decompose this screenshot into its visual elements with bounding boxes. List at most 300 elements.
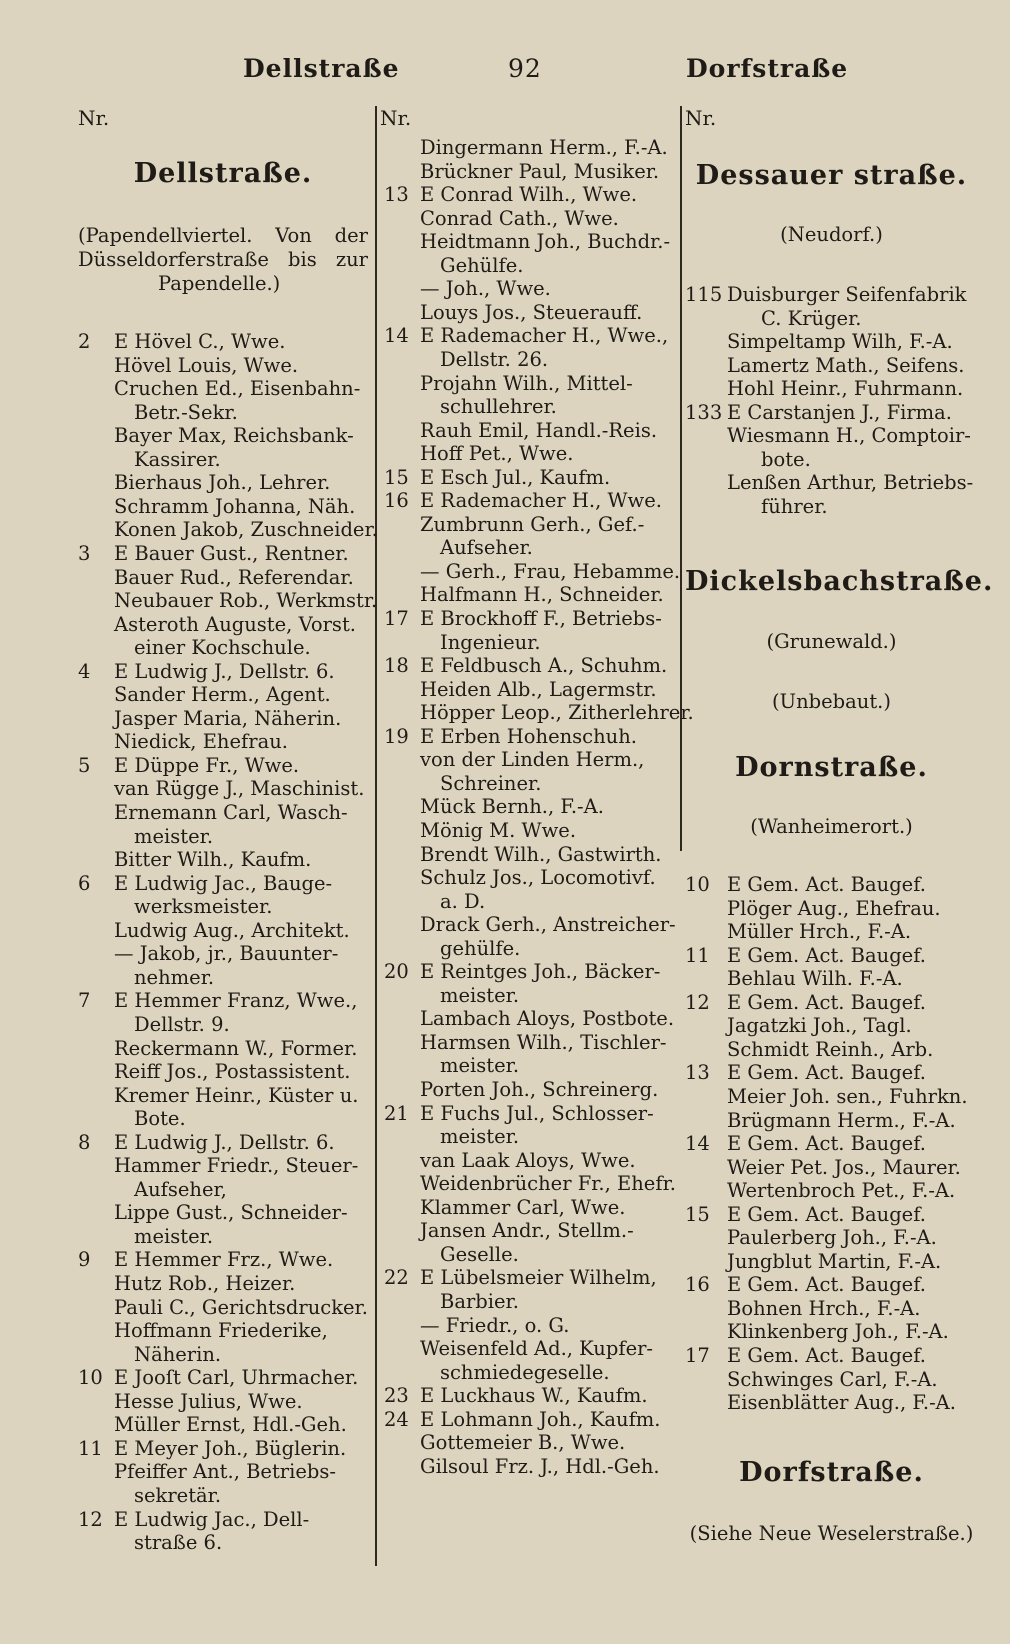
entry-text: Drack Gerh., Anstreicher- (420, 913, 676, 937)
entry-text: Wiesmann H., Comptoir- (727, 424, 971, 448)
entry-line (78, 1413, 368, 1437)
entry-line (384, 1172, 676, 1196)
house-number: 10 (685, 873, 710, 896)
entry-line (685, 1038, 978, 1062)
entry-text: Jansen Andr., Stellm.- (420, 1219, 634, 1243)
entry-line (78, 777, 368, 801)
entry-text: Schramm Johanna, Näh. (114, 494, 356, 518)
entry-line (685, 377, 978, 401)
entry-text: sekretär. (134, 1483, 222, 1507)
column-rule-2 (680, 106, 682, 851)
entry-text: schmiedegeselle. (440, 1360, 610, 1384)
entry-text: Rauh Emil, Handl.-Reis. (420, 418, 658, 442)
entry-line (78, 1037, 368, 1061)
entry-line (384, 1196, 672, 1220)
entry-line (78, 1225, 368, 1249)
entry-line (384, 301, 672, 325)
entry-text: Ludwig Aug., Architekt. (114, 918, 350, 942)
house-number: 133 (685, 400, 723, 424)
entry-text: Reckermann W., Former. (114, 1036, 358, 1060)
entry-line (384, 1266, 672, 1290)
running-head-right: Dorfstraße (686, 54, 849, 83)
entry-line (384, 1337, 672, 1361)
entry-text: Bauer Rud., Referendar. (114, 565, 354, 589)
house-number: 6 (78, 871, 91, 895)
entry-text: E Jooſt Carl, Uhrmacher. (114, 1366, 359, 1390)
house-number: 16 (384, 489, 409, 513)
entry-line (384, 913, 676, 937)
entry-text: Näherin. (134, 1342, 222, 1366)
entry-text: E Gem. Act. Baugef. (727, 943, 926, 967)
entry-text: Wertenbroch Pet., F.-A. (727, 1179, 956, 1203)
entry-text: Hesse Julius, Wwe. (114, 1389, 303, 1413)
entry-text: E Fuchs Jul., Schlosser- (420, 1101, 654, 1125)
entry-text: — Gerh., Frau, Hebamme. (420, 559, 681, 583)
entry-text: Sander Herm., Agent. (114, 683, 331, 707)
entry-text: Weier Pet. Jos., Maurer. (727, 1155, 961, 1179)
entry-line (384, 866, 672, 890)
entry-text: straße 6. (134, 1531, 223, 1555)
house-number: 17 (384, 607, 409, 630)
entry-line (384, 419, 672, 443)
entry-text: Barbier. (440, 1289, 519, 1313)
house-number: 24 (384, 1407, 409, 1431)
entry-text: E Ludwig Jac., Dell- (114, 1507, 310, 1531)
entry-text: Dingermann Herm., F.-A. (420, 136, 668, 159)
entry-text: Jungblut Martin, F.-A. (727, 1249, 942, 1273)
entry-line (78, 354, 368, 378)
entry-line (78, 825, 368, 849)
street-note: (Wanheimerort.) (750, 815, 913, 838)
entry-line (685, 1368, 978, 1392)
street-note-line: Papendelle.) (158, 272, 281, 295)
entry-text: bote. (761, 447, 811, 471)
entry-text: Hoffmann Friederike, (114, 1319, 328, 1343)
house-number: 18 (384, 654, 409, 678)
entry-line (685, 1132, 978, 1156)
house-number: 16 (685, 1273, 710, 1297)
entry-text: meister. (440, 1054, 520, 1078)
entry-line (78, 966, 368, 990)
entry-text: E Reintges Joh., Bäcker- (420, 960, 661, 984)
entry-text: E Hemmer Franz, Wwe., (114, 989, 358, 1013)
entry-text: Lenßen Arthur, Betriebs- (727, 471, 974, 495)
entry-line (384, 1102, 672, 1126)
entry-line (78, 471, 368, 495)
entry-text: E Rademacher H., Wwe., (420, 324, 669, 348)
entry-text: Konen Jakob, Zuschneider. (114, 518, 378, 542)
entry-line (78, 424, 368, 448)
entry-line (78, 1084, 368, 1108)
entry-line (384, 678, 672, 702)
entry-line (78, 1319, 368, 1343)
entry-text: Zumbrunn Gerh., Gef.- (420, 512, 645, 536)
entry-text: Aufseher. (440, 536, 533, 560)
entry-line (78, 989, 368, 1013)
entry-line (384, 701, 694, 725)
entry-text: Paulerberg Joh., F.-A. (727, 1226, 937, 1250)
entry-text: Klammer Carl, Wwe. (420, 1195, 626, 1219)
entry-line (78, 1460, 368, 1484)
entry-text: Dellstr. 26. (440, 347, 549, 371)
entry-line (384, 607, 672, 631)
entry-text: Ernemann Carl, Wasch- (114, 801, 348, 824)
entry-line (685, 1179, 978, 1203)
house-number: 23 (384, 1384, 409, 1408)
entry-line (384, 1455, 672, 1479)
entry-line (384, 583, 672, 607)
entry-text: Dellstr. 9. (134, 1012, 230, 1036)
nr-label-col1: Nr. (78, 106, 110, 130)
entry-line (685, 354, 978, 378)
house-number: 115 (685, 283, 723, 306)
entry-line (685, 1156, 978, 1180)
entry-line (78, 1107, 368, 1131)
house-number: 4 (78, 659, 91, 683)
entry-line (685, 424, 978, 448)
entry-line (685, 307, 978, 331)
entry-text: Betr.-Sekr. (134, 400, 238, 424)
entry-text: Brendt Wilh., Gastwirth. (420, 842, 662, 866)
entry-text: Bohnen Hrch., F.-A. (727, 1296, 921, 1320)
entry-line (384, 1243, 672, 1267)
entry-line (78, 330, 368, 354)
entry-text: E Hemmer Frz., Wwe. (114, 1248, 334, 1272)
entry-text: gehülfe. (440, 936, 521, 960)
street-note-line: (Papendellviertel. Von der (78, 224, 368, 247)
entry-line (78, 707, 368, 731)
entry-line (685, 1273, 978, 1297)
entry-text: Conrad Cath., Wwe. (420, 206, 619, 230)
house-number: 2 (78, 330, 91, 353)
entry-line (384, 1361, 672, 1385)
entry-line (384, 536, 672, 560)
street-note: (Siehe Neue Weselerstraße.) (689, 1522, 974, 1545)
house-number: 5 (78, 753, 91, 777)
entry-line (685, 873, 978, 897)
entry-line (78, 919, 368, 943)
entry-text: E Gem. Act. Baugef. (727, 990, 926, 1014)
entry-text: E Conrad Wilh., Wwe. (420, 183, 638, 207)
entry-line (384, 160, 672, 184)
entry-line (384, 395, 672, 419)
street-title-dessauer: Dessauer straße. (695, 160, 968, 191)
entry-line (78, 1437, 368, 1461)
entry-text: Kassirer. (134, 447, 221, 471)
entry-text: einer Kochschule. (134, 636, 311, 660)
entry-line (384, 254, 672, 278)
entry-line (685, 1391, 978, 1415)
entry-line (384, 513, 672, 537)
entry-text: Asteroth Auguste, Vorst. (114, 612, 356, 636)
entry-text: von der Linden Herm., (420, 748, 645, 772)
street-note-line: Düsseldorferstraße bis zur (78, 248, 368, 271)
entry-line (384, 960, 672, 984)
house-number: 12 (685, 990, 710, 1014)
entry-text: meister. (440, 983, 520, 1007)
entry-text: meister. (134, 824, 214, 848)
entry-line (384, 183, 672, 207)
entry-line (78, 1013, 368, 1037)
entry-line (685, 1061, 978, 1085)
entry-line (384, 442, 672, 466)
entry-text: Gottemeier B., Wwe. (420, 1431, 626, 1455)
entry-text: — Friedr., o. G. (420, 1313, 570, 1337)
entry-line (78, 566, 368, 590)
entry-text: Projahn Wilh., Mittel- (420, 371, 633, 395)
entry-line (384, 1007, 675, 1031)
entry-line (384, 136, 672, 160)
entry-line (384, 230, 672, 254)
house-number: 14 (685, 1132, 710, 1156)
house-number: 15 (685, 1202, 710, 1226)
entry-text: E Gem. Act. Baugef. (727, 1202, 926, 1226)
entry-text: E Gem. Act. Baugef. (727, 873, 926, 896)
entry-line (78, 636, 368, 660)
entry-text: E Meyer Joh., Büglerin. (114, 1436, 347, 1460)
house-number: 17 (685, 1344, 710, 1367)
entry-line (78, 401, 368, 425)
entry-line (78, 1178, 368, 1202)
entry-line (685, 1203, 978, 1227)
entry-line (78, 448, 368, 472)
entry-line (685, 991, 978, 1015)
entry-line (384, 489, 672, 513)
entry-text: Weisenfeld Ad., Kupfer- (420, 1337, 654, 1361)
entry-line (78, 1248, 368, 1272)
entry-line (78, 872, 368, 896)
house-number: 7 (78, 989, 91, 1013)
entry-line (78, 542, 368, 566)
entry-line (685, 330, 978, 354)
entry-line (384, 1314, 672, 1338)
house-number: 19 (384, 724, 409, 748)
entry-line (384, 559, 681, 584)
entry-text: E Gem. Act. Baugef. (727, 1344, 926, 1367)
column-rule-1 (375, 106, 377, 1566)
entry-text: Hoff Pet., Wwe. (420, 442, 574, 466)
entry-line (78, 1296, 368, 1320)
entry-text: Niedick, Ehefrau. (114, 730, 288, 754)
entry-text: werksmeister. (134, 895, 273, 919)
entry-text: Jasper Maria, Näherin. (114, 706, 342, 730)
entry-line (78, 613, 368, 637)
entry-text: Jagatzki Joh., Tagl. (727, 1014, 912, 1038)
entry-text: E Ludwig J., Dellstr. 6. (114, 659, 335, 683)
entry-text: Heidtmann Joh., Buchdr.- (420, 230, 671, 254)
entry-text: E Gem. Act. Baugef. (727, 1132, 926, 1156)
entry-text: Reiff Jos., Postassistent. (114, 1060, 351, 1084)
entry-text: E Carstanjen J., Firma. (727, 400, 952, 424)
entry-text: E Lübelsmeier Wilhelm, (420, 1266, 657, 1290)
house-number: 21 (384, 1101, 409, 1125)
entry-line (78, 1154, 368, 1178)
entry-line (685, 897, 978, 921)
entry-text: Cruchen Ed., Eisenbahn- (114, 377, 361, 401)
entry-text: Klinkenberg Joh., F.-A. (727, 1320, 949, 1344)
entry-text: Bitter Wilh., Kaufm. (114, 848, 312, 872)
entry-line (384, 1431, 672, 1455)
entry-line (384, 1125, 672, 1149)
entry-line (384, 819, 672, 843)
house-number: 14 (384, 324, 409, 348)
entry-text: E Ludwig Jac., Bauge- (114, 871, 333, 895)
entry-line (384, 984, 672, 1008)
entry-text: Duisburger Seifenfabrik (727, 283, 967, 306)
house-number: 9 (78, 1248, 91, 1272)
street-title-dellstrasse: Dellstraße. (133, 158, 313, 189)
entry-text: Harmsen Wilh., Tischler- (420, 1030, 667, 1054)
house-number: 12 (78, 1507, 103, 1531)
entry-line (384, 1384, 672, 1408)
entry-text: E Gem. Act. Baugef. (727, 1273, 926, 1297)
entry-text: a. D. (440, 889, 486, 913)
entry-line (384, 207, 672, 231)
entry-line (78, 895, 368, 919)
entry-text: E Bauer Gust., Rentner. (114, 541, 349, 565)
entry-line (685, 967, 978, 991)
entry-text: E Erben Hohenschuh. (420, 724, 637, 748)
entry-text: Plöger Aug., Ehefrau. (727, 896, 941, 920)
entry-line (78, 1390, 368, 1414)
entry-text: Hammer Friedr., Steuer- (114, 1154, 359, 1178)
street-title-dornstrasse: Dornstraße. (735, 752, 928, 783)
entry-text: Gilsoul Frz. J., Hdl.-Geh. (420, 1454, 660, 1478)
entry-text: Hövel Louis, Wwe. (114, 353, 299, 377)
entry-line (384, 631, 672, 655)
entry-line (384, 795, 672, 819)
entry-line (685, 1344, 978, 1368)
entry-text: — Jakob, jr., Bauunter- (114, 942, 339, 966)
entry-text: Müller Hrch., F.-A. (727, 920, 912, 944)
entry-line (78, 1366, 368, 1390)
house-number: 11 (78, 1436, 103, 1460)
entry-text: E Hövel C., Wwe. (114, 330, 286, 353)
page-number: 92 (508, 54, 542, 83)
entry-text: Höpper Leop., Zitherlehrer. (420, 701, 694, 725)
entry-text: C. Krüger. (761, 306, 862, 330)
entry-line (78, 495, 368, 519)
entry-text: Pfeiffer Ant., Betriebs- (114, 1460, 336, 1484)
entry-line (78, 1131, 368, 1155)
entry-text: Lippe Gust., Schneider- (114, 1201, 348, 1225)
entry-line (685, 401, 978, 425)
entry-text: Geselle. (440, 1242, 519, 1266)
entry-line (78, 1201, 368, 1225)
entry-line (384, 1054, 672, 1078)
entry-line (685, 495, 978, 519)
house-number: 13 (685, 1061, 710, 1085)
entry-line (384, 372, 672, 396)
entry-line (384, 725, 672, 749)
entry-text: Neubauer Rob., Werkmstr. (114, 589, 378, 613)
entry-text: Aufseher, (134, 1177, 227, 1201)
entry-text: Hutz Rob., Heizer. (114, 1272, 296, 1295)
entry-line (78, 1531, 368, 1555)
entry-text: Bierhaus Joh., Lehrer. (114, 471, 331, 495)
entry-text: Eisenblätter Aug., F.-A. (727, 1391, 956, 1415)
entry-line (78, 589, 378, 613)
entry-text: E Gem. Act. Baugef. (727, 1061, 926, 1085)
entry-line (384, 890, 672, 914)
entry-line (384, 1408, 672, 1432)
entry-text: E Luckhaus W., Kaufm. (420, 1384, 648, 1408)
entry-line (78, 848, 368, 872)
entry-line (384, 748, 672, 772)
house-number: 15 (384, 465, 409, 489)
entry-line (685, 920, 978, 944)
entry-text: Ingenieur. (440, 630, 541, 654)
entry-line (384, 772, 672, 796)
entry-line (78, 377, 368, 401)
entry-text: Schmidt Reinh., Arb. (727, 1037, 934, 1061)
street-note: (Unbebaut.) (772, 690, 891, 713)
entry-line (384, 1078, 672, 1102)
entry-line (384, 277, 672, 301)
entry-text: schullehrer. (440, 395, 557, 419)
entry-line (384, 1219, 672, 1243)
entry-line (685, 1085, 978, 1109)
entry-text: Heiden Alb., Lagermstr. (420, 677, 657, 701)
entry-text: Schwinges Carl, F.-A. (727, 1367, 938, 1391)
entry-line (685, 1226, 978, 1250)
entry-line (685, 448, 978, 472)
entry-text: Schulz Jos., Locomotivf. (420, 866, 656, 890)
entry-line (384, 1290, 672, 1314)
entry-text: Kremer Heinr., Küster u. (114, 1083, 359, 1107)
entry-text: E Düppe Fr., Wwe. (114, 753, 300, 777)
entry-line (78, 801, 368, 825)
entry-line (685, 1014, 978, 1038)
entry-text: Lamertz Math., Seifens. (727, 353, 965, 377)
entry-line (78, 1484, 368, 1508)
house-number: 8 (78, 1130, 91, 1154)
house-number: 22 (384, 1266, 409, 1290)
entry-text: Gehülfe. (440, 253, 524, 277)
entry-text: Hohl Heinr., Fuhrmann. (727, 377, 964, 401)
entry-line (78, 683, 368, 707)
entry-line (78, 942, 368, 966)
house-number: 3 (78, 541, 91, 565)
entry-text: meister. (440, 1125, 520, 1149)
entry-line (384, 937, 672, 961)
entry-line (384, 1031, 672, 1055)
entry-line (685, 944, 978, 968)
entry-text: Mück Bernh., F.-A. (420, 795, 604, 819)
house-number: 13 (384, 183, 409, 207)
entry-text: Lambach Aloys, Postbote. (420, 1007, 675, 1031)
entry-text: Bote. (134, 1107, 186, 1131)
street-title-dickelsbach: Dickelsbachstraße. (685, 566, 994, 597)
house-number: 10 (78, 1366, 103, 1390)
street-note: (Grunewald.) (766, 630, 897, 653)
entry-text: E Brockhoff F., Betriebs- (420, 607, 662, 630)
entry-text: E Lohmann Joh., Kaufm. (420, 1407, 661, 1431)
entry-line (78, 660, 368, 684)
entry-text: Pauli C., Gerichtsdrucker. (114, 1295, 368, 1319)
street-note: (Neudorf.) (780, 223, 883, 246)
entry-text: E Rademacher H., Wwe. (420, 489, 662, 513)
entry-line (78, 518, 378, 542)
entry-text: — Joh., Wwe. (420, 277, 551, 301)
nr-label-col3: Nr. (685, 106, 717, 130)
street-title-dorfstrasse: Dorfstraße. (739, 1457, 924, 1488)
entry-line (78, 730, 368, 754)
entry-text: Bayer Max, Reichsbank- (114, 424, 354, 448)
entry-text: Meier Joh. sen., Fuhrkn. (727, 1084, 968, 1108)
entry-line (384, 466, 672, 490)
entry-text: E Feldbusch A., Schuhm. (420, 654, 668, 678)
